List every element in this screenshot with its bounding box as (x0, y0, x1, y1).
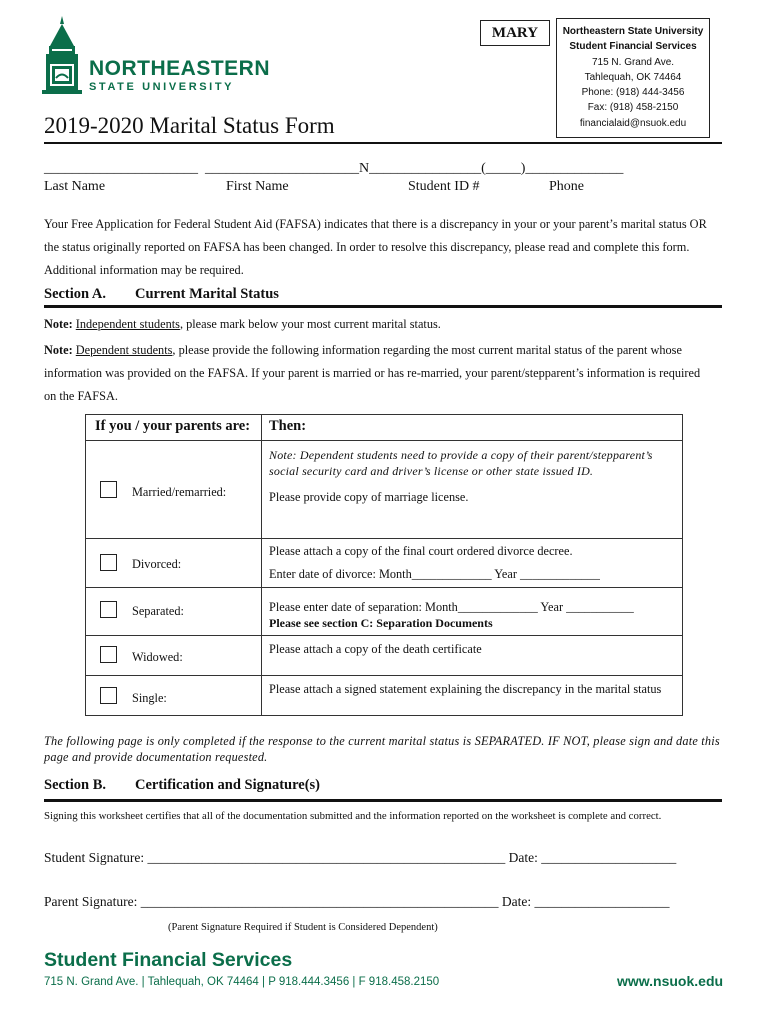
independent-students-text: Independent students (75, 317, 180, 331)
single-checkbox[interactable] (100, 687, 117, 704)
contact-phone: Phone: (918) 444-3456 (581, 87, 685, 99)
intro-line: Your Free Application for Federal Student Aid (FAFSA) indicates that there is a discrepancy in your or your parent’s marital status OR (44, 217, 707, 231)
university-wordmark-sub: STATE UNIVERSITY (89, 81, 235, 93)
widowed-instruction: Please attach a copy of the death certificate (269, 642, 482, 656)
section-b-divider (44, 799, 722, 802)
table-header-then: Then: (269, 418, 307, 434)
dependent-id-note (269, 447, 653, 479)
divorced-checkbox[interactable] (100, 554, 117, 571)
note-text: , please provide the following information regarding the most current marital status of the parent whose (172, 343, 682, 357)
dependent-students-text: Dependent students (75, 343, 173, 357)
contact-address2: Tahlequah, OK 74464 (584, 71, 682, 83)
separated-option-label: Separated: (132, 604, 184, 618)
form-title: 2019-2020 Marital Status Form (44, 113, 335, 138)
footer-website[interactable]: www.nsuok.edu (617, 973, 724, 989)
footer-title: Student Financial Services (44, 949, 293, 971)
contact-dept: Student Financial Services (569, 41, 697, 53)
single-option-label: Single: (132, 691, 167, 705)
married-option-label: Married/remarried: (132, 485, 227, 499)
section-b-label: Section B. (44, 777, 107, 793)
section-a-label: Section A. (44, 286, 107, 302)
contact-address1: 715 N. Grand Ave. (591, 56, 675, 68)
last-name-label: Last Name (44, 179, 106, 194)
divorced-option-label: Divorced: (132, 557, 182, 571)
table-header-status: If you / your parents are: (95, 418, 251, 434)
table-row-divider (86, 538, 682, 539)
parent-signature-note: (Parent Signature Required if Student is Considered Dependent) (168, 922, 438, 933)
student-id-label: Student ID # (408, 179, 480, 194)
contact-email: financialaid@nsuok.edu (579, 117, 687, 129)
dependent-note-line: social security card and driver’s license or other state issued ID. (269, 464, 594, 478)
divorced-instruction: Please attach a copy of the final court ordered divorce decree. (269, 544, 573, 558)
contact-box (556, 18, 710, 138)
single-instruction: Please attach a signed statement explaining the discrepancy in the marital status (269, 682, 662, 696)
table-row-divider (86, 635, 682, 636)
university-wordmark: NORTHEASTERN (89, 57, 271, 80)
separated-only-note (44, 733, 734, 765)
table-column-divider (261, 415, 262, 715)
note-label: Note: (44, 343, 73, 357)
note-text: , please mark below your most current marital status. (179, 317, 441, 331)
note-text: on the FAFSA. (44, 389, 118, 403)
table-row-divider (86, 587, 682, 588)
university-seal-icon (40, 16, 84, 94)
dependent-note (44, 339, 724, 408)
note-text: information was provided on the FAFSA. If your parent is married or has re-married, your parent/stepparent’s information is required (44, 366, 701, 380)
widowed-checkbox[interactable] (100, 646, 117, 663)
title-divider (44, 142, 722, 144)
student-signature-line[interactable]: Student Signature: _____________________________________________________ Date: ____________________ (44, 850, 677, 865)
separation-section-note: Please see section C: Separation Documents (269, 616, 493, 630)
intro-line: Additional information may be required. (44, 263, 244, 277)
marital-status-table (85, 414, 683, 716)
section-a-divider (44, 305, 722, 308)
independent-note (44, 317, 441, 332)
note-line: The following page is only completed if the response to the current marital status is SEPARATED. IF NOT, please sign and date this (44, 734, 720, 748)
table-row-divider (86, 675, 682, 676)
contact-fax: Fax: (918) 458-2150 (587, 102, 679, 114)
note-line: page and provide documentation requested. (44, 750, 268, 764)
married-checkbox[interactable] (100, 481, 117, 498)
section-b-title: Certification and Signature(s) (135, 777, 321, 793)
phone-label: Phone (549, 179, 584, 194)
intro-paragraph (44, 213, 724, 282)
married-instruction: Please provide copy of marriage license. (269, 490, 469, 504)
intro-line: the status originally reported on FAFSA has been changed. In order to resolve this discrepancy, please read and complete this form. (44, 240, 690, 254)
dependent-note-line: Note: Dependent students need to provide a copy of their parent/stepparent’s (269, 448, 653, 462)
divorce-date-field[interactable]: Enter date of divorce: Month_____________ Year _____________ (269, 567, 600, 581)
table-header-divider (86, 440, 682, 441)
separation-date-field[interactable]: Please enter date of separation: Month_____________ Year ___________ (269, 600, 634, 614)
first-name-label: First Name (226, 179, 289, 194)
student-info-fill-lines[interactable]: ______________________ ______________________N________________(_____)______________ (44, 161, 624, 176)
widowed-option-label: Widowed: (132, 650, 183, 664)
note-label: Note: (44, 317, 73, 331)
contact-org: Northeastern State University (562, 26, 704, 37)
certification-text: Signing this worksheet certifies that all of the documentation submitted and the information reported on the worksheet is complete and correct. (44, 810, 662, 822)
student-name-box: MARY (480, 20, 550, 46)
parent-signature-line[interactable]: Parent Signature: _____________________________________________________ Date: ____________________ (44, 894, 670, 909)
section-a-title: Current Marital Status (135, 286, 279, 302)
footer-address: 715 N. Grand Ave. | Tahlequah, OK 74464 | P 918.444.3456 | F 918.458.2150 (44, 976, 440, 988)
separated-checkbox[interactable] (100, 601, 117, 618)
